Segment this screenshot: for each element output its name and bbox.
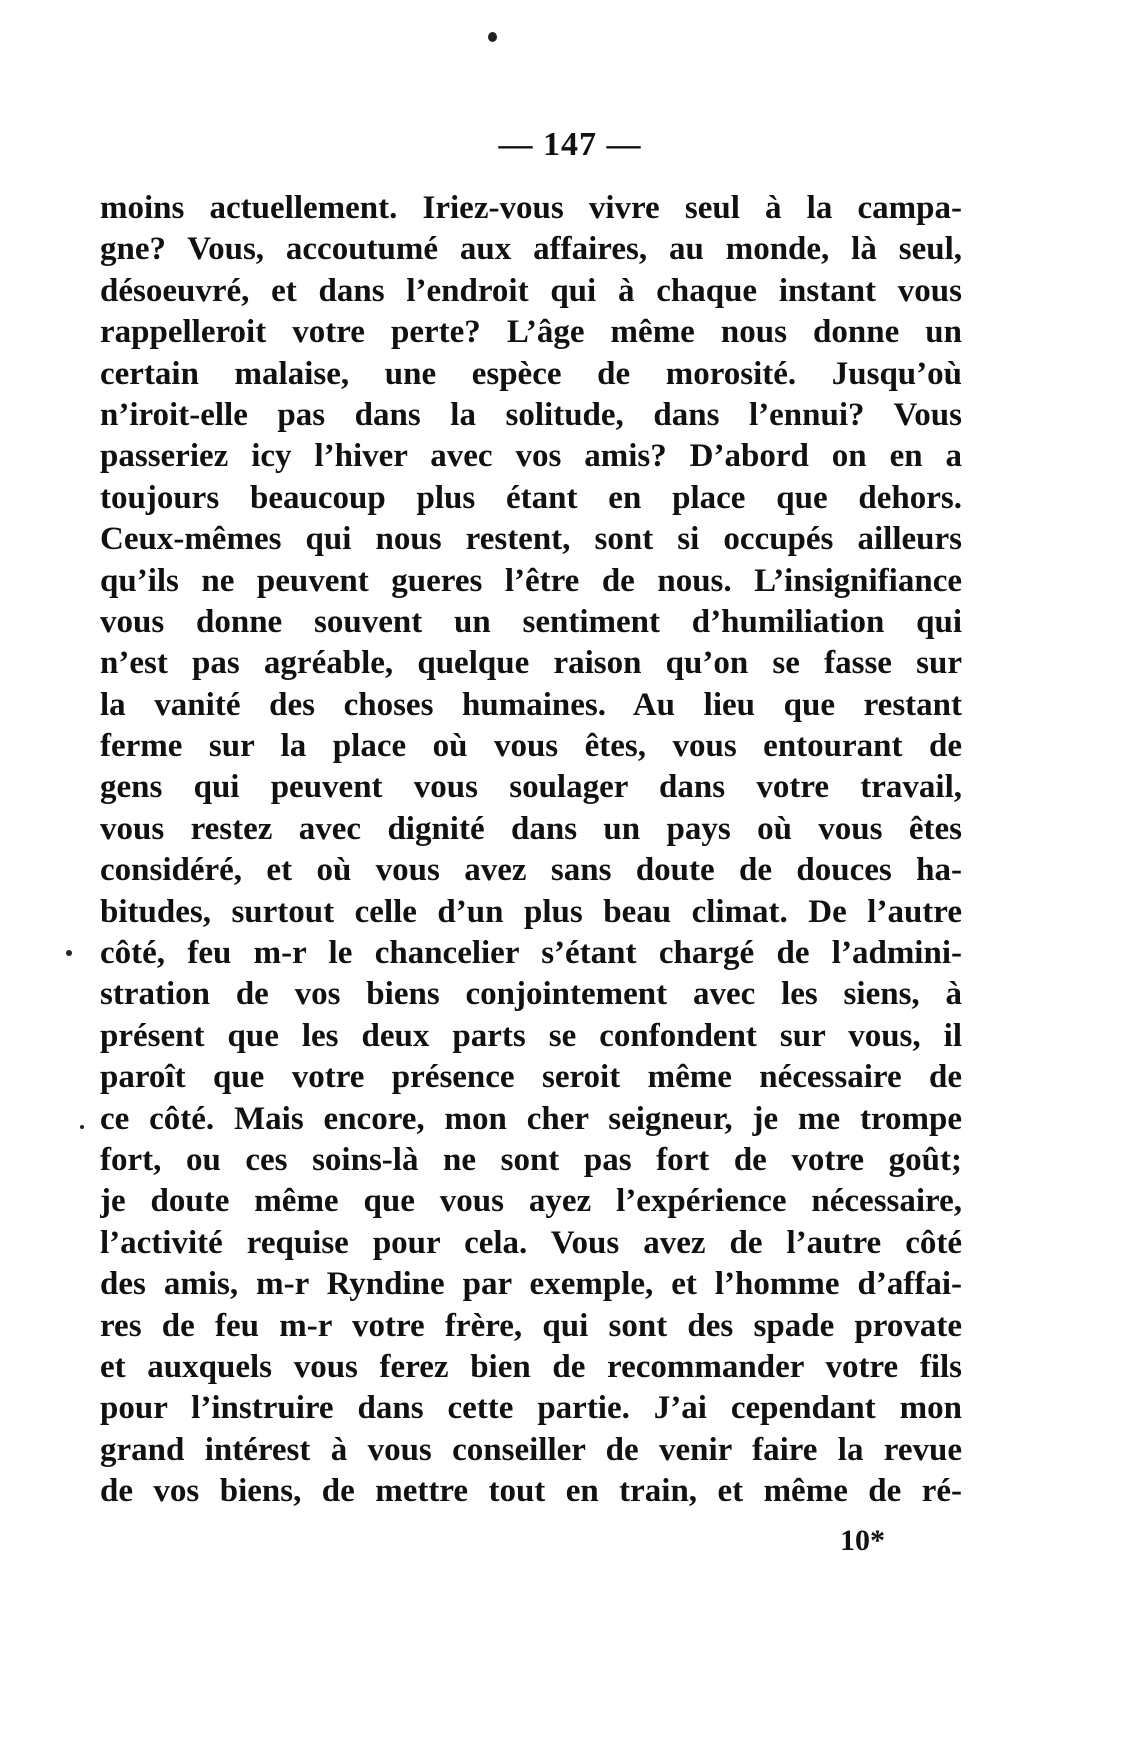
ink-speck	[80, 1125, 84, 1129]
text-line: grand intérest à vous conseiller de venir faire la revue	[100, 1431, 962, 1468]
text-line: des amis, m-r Ryndine par exemple, et l’homme d’affai-	[100, 1266, 962, 1303]
text-line: res de feu m-r votre frère, qui sont des spade provate	[100, 1307, 962, 1344]
text-line: n’est pas agréable, quelque raison qu’on se fasse sur	[100, 645, 962, 682]
page-number: — 147 —	[498, 126, 642, 163]
text-line: je doute même que vous ayez l’expérience nécessaire,	[100, 1183, 962, 1220]
body-text	[100, 188, 962, 1513]
text-line: stration de vos biens conjointement avec les siens, à	[100, 976, 962, 1013]
text-line: passeriez icy l’hiver avec vos amis? D’abord on en a	[100, 438, 962, 475]
text-line: ce côté. Mais encore, mon cher seigneur, je me trompe	[100, 1100, 962, 1137]
text-line: la vanité des choses humaines. Au lieu que restant	[100, 686, 962, 723]
text-line: bitudes, surtout celle d’un plus beau climat. De l’autre	[100, 893, 962, 930]
text-line: présent que les deux parts se confondent sur vous, il	[100, 1017, 962, 1054]
text-line: de vos biens, de mettre tout en train, et même de ré-	[100, 1473, 962, 1510]
text-line: fort, ou ces soins-là ne sont pas fort de votre goût;	[100, 1141, 962, 1178]
text-line: vous restez avec dignité dans un pays où vous êtes	[100, 810, 962, 847]
text-line: Ceux-mêmes qui nous restent, sont si occupés ailleurs	[100, 521, 962, 558]
text-line: considéré, et où vous avez sans doute de douces ha-	[100, 852, 962, 889]
text-line: qu’ils ne peuvent gueres l’être de nous. L’insignifiance	[100, 562, 962, 599]
ink-speck	[488, 32, 497, 42]
text-line: ferme sur la place où vous êtes, vous entourant de	[100, 728, 962, 765]
ink-speck	[66, 950, 72, 956]
text-line: pour l’instruire dans cette partie. J’ai cependant mon	[100, 1390, 962, 1427]
text-line: certain malaise, une espèce de morosité. Jusqu’où	[100, 355, 962, 392]
signature-mark: 10*	[840, 1524, 885, 1557]
text-line: gens qui peuvent vous soulager dans votre travail,	[100, 769, 962, 806]
text-line: l’activité requise pour cela. Vous avez de l’autre côté	[100, 1224, 962, 1261]
text-line: paroît que votre présence seroit même nécessaire de	[100, 1059, 962, 1096]
text-line: gne? Vous, accoutumé aux affaires, au monde, là seul,	[100, 231, 962, 268]
text-line: et auxquels vous ferez bien de recommander votre fils	[100, 1348, 962, 1385]
text-line: rappelleroit votre perte? L’âge même nous donne un	[100, 314, 962, 351]
text-line: moins actuellement. Iriez-vous vivre seul à la campa-	[100, 190, 962, 226]
text-line: vous donne souvent un sentiment d’humiliation qui	[100, 603, 962, 640]
text-line: côté, feu m-r le chancelier s’étant chargé de l’admini-	[100, 935, 962, 972]
text-line: n’iroit-elle pas dans la solitude, dans l’ennui? Vous	[100, 396, 962, 433]
text-line: désoeuvré, et dans l’endroit qui à chaque instant vous	[100, 272, 962, 309]
text-line: toujours beaucoup plus étant en place que dehors.	[100, 479, 962, 516]
